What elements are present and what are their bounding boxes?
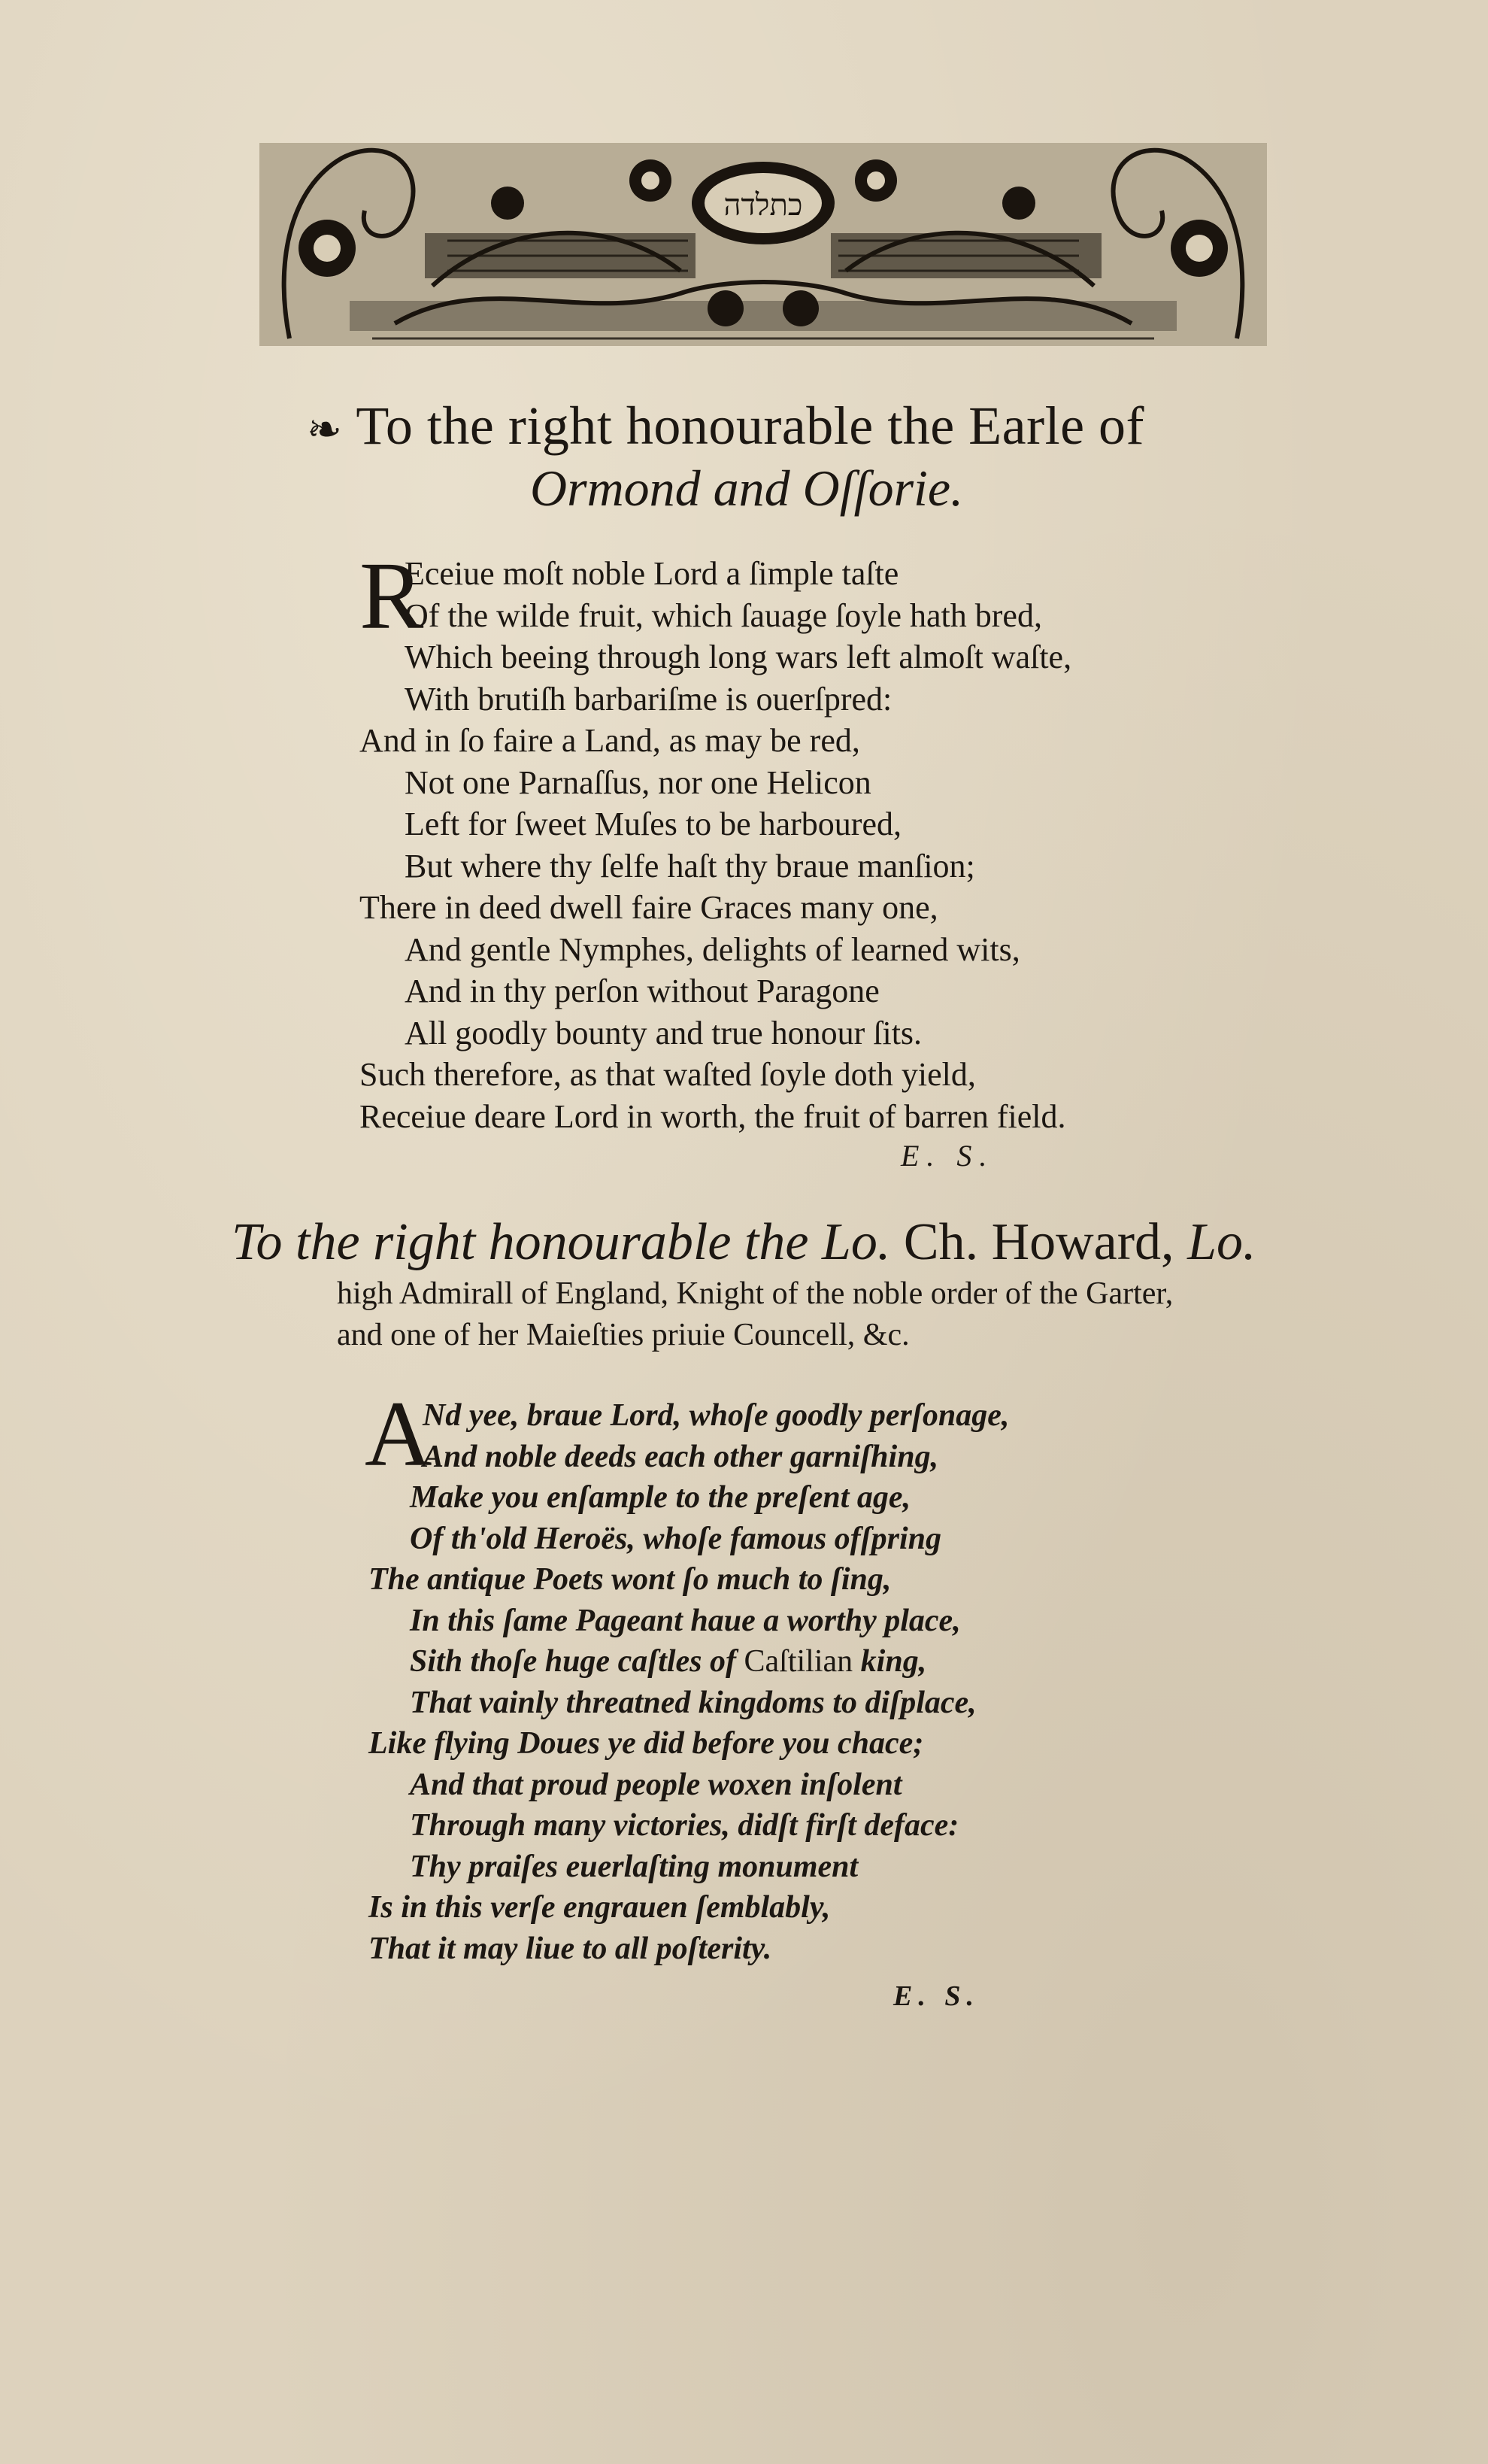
headpiece-inscription: כתלדה xyxy=(723,188,803,223)
poem1-line: Such therefore, as that waſted ſoyle doth yield, xyxy=(359,1056,976,1093)
poem1-line: All goodly bounty and true honour ſits. xyxy=(405,1014,923,1051)
poem2-line: Thy praiſes euerlaſting monument xyxy=(410,1849,859,1884)
poem1-dropcap: R xyxy=(359,542,424,649)
poem2-body xyxy=(368,1395,1009,1969)
poem1-line: With brutiſh barbariſme is ouerſpred: xyxy=(405,680,892,718)
poem2-line: Like flying Doues ye did before you chace; xyxy=(368,1726,924,1761)
poem1-line: But where thy ſelfe haſt thy braue manſion; xyxy=(405,847,975,885)
fleuron-icon: ❧ xyxy=(307,407,343,454)
poem1-line: There in deed dwell faire Graces many one, xyxy=(359,889,938,926)
poem1-title-line1: ❧ To the right honourable the Earle of xyxy=(307,396,1145,456)
poem1-body xyxy=(359,542,1072,1137)
poem1-signature: E. S. xyxy=(901,1139,995,1173)
poem2-line: Sith thoſe huge caſtles of Caſtilian king, xyxy=(410,1644,927,1679)
poem2-line: That it may liue to all poſterity. xyxy=(368,1931,772,1966)
poem1-line: Which beeing through long wars left almoſt waſte, xyxy=(405,639,1072,675)
poem2-line: Make you enſample to the preſent age, xyxy=(410,1480,911,1515)
poem1-line: Of the wilde fruit, which ſauage ſoyle hath bred, xyxy=(405,596,1042,634)
poem1-line: And gentle Nymphes, delights of learned wits, xyxy=(405,930,1020,968)
poem1-line: And in ſo faire a Land, as may be red, xyxy=(359,722,860,759)
poem2-line: Through many victories, didſt firſt deface: xyxy=(410,1808,959,1843)
poem2-subtitle: high Admirall of England, Knight of the noble order of the Garter, and one of her Maieſties priuie Councell, &c. xyxy=(337,1276,1174,1352)
poem2-dropcap: A xyxy=(365,1382,432,1485)
ornamental-headpiece xyxy=(259,98,1267,354)
poem2-line: That vainly threatned kingdoms to diſplace, xyxy=(410,1685,977,1720)
poem1-line: Left for ſweet Muſes to be harboured, xyxy=(405,806,902,842)
poem2-signature: E. S. xyxy=(893,1980,980,2012)
poem2-line: And noble deeds each other garniſhing, xyxy=(423,1439,939,1474)
poem2-line: Is in this verſe engrauen ſemblably, xyxy=(368,1890,831,1925)
poem1-title-line2: Ormond and Oſſorie. xyxy=(530,460,964,517)
poem1-line: Not one Parnaſſus, nor one Helicon xyxy=(405,763,871,801)
poem2-line: In this ſame Pageant haue a worthy place, xyxy=(410,1603,961,1638)
poem1-line: Receiue deare Lord in worth, the fruit of barren field. xyxy=(359,1097,1066,1135)
poem2-line: Nd yee, braue Lord, whoſe goodly perſonage, xyxy=(423,1398,1010,1433)
poem2-line: And that proud people woxen inſolent xyxy=(410,1767,902,1802)
poem2-title: To the right honourable the Lo. Ch. Howard, Lo. xyxy=(232,1213,1256,1271)
poem1-line: And in thy perſon without Paragone xyxy=(405,973,880,1009)
poem1-line: Eceiue moſt noble Lord a ſimple taſte xyxy=(405,555,899,592)
poem2-line: The antique Poets wont ſo much to ſing, xyxy=(368,1562,892,1597)
poem2-line: Of th'old Heroës, whoſe famous ofſpring xyxy=(410,1521,942,1556)
